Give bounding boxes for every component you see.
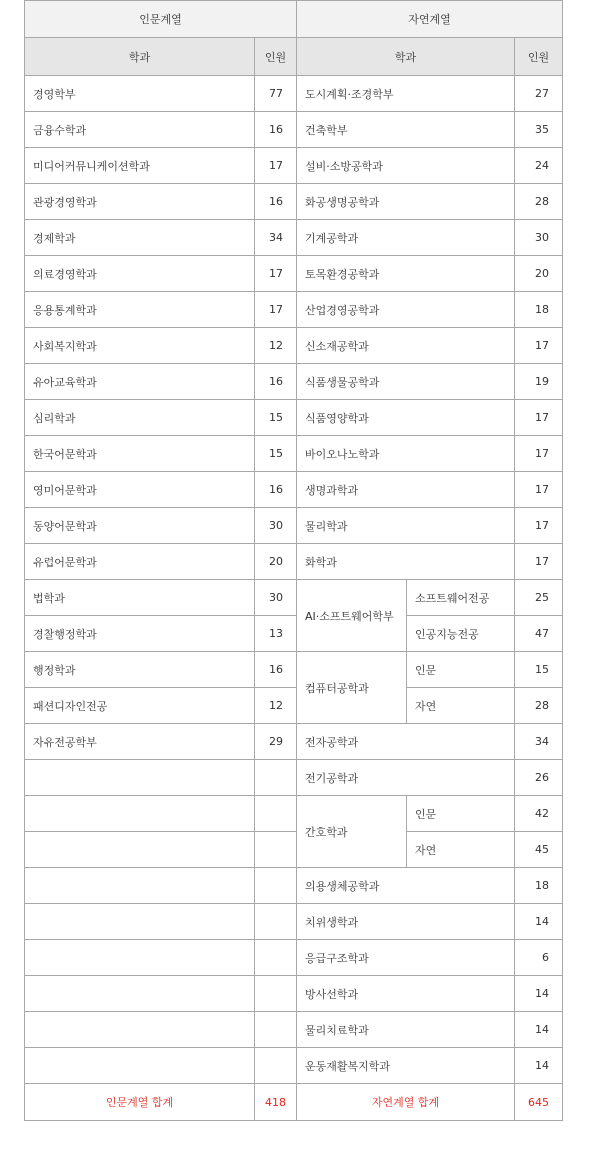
table-row: [25, 1012, 563, 1048]
science-dept: 방사선학과: [297, 976, 515, 1012]
table-row: [25, 436, 563, 472]
science-count: 25: [515, 580, 563, 616]
science-dept: 생명과학과: [297, 472, 515, 508]
humanities-count: 30: [255, 508, 297, 544]
humanities-count: 12: [255, 688, 297, 724]
humanities-count: 30: [255, 580, 297, 616]
science-dept: 도시계획·조경학부: [297, 76, 515, 112]
humanities-dept: 응용통계학과: [25, 292, 255, 328]
science-count: 17: [515, 400, 563, 436]
science-dept: 전기공학과: [297, 760, 515, 796]
humanities-dept: 사회복지학과: [25, 328, 255, 364]
humanities-dept: 유럽어문학과: [25, 544, 255, 580]
science-dept: 치위생학과: [297, 904, 515, 940]
humanities-dept: 동양어문학과: [25, 508, 255, 544]
science-count: 20: [515, 256, 563, 292]
science-subdept: 인공지능전공: [407, 616, 515, 652]
humanities-dept: 패션디자인전공: [25, 688, 255, 724]
humanities-count: 13: [255, 616, 297, 652]
table-row: [25, 688, 563, 724]
science-count: 28: [515, 184, 563, 220]
humanities-count: 16: [255, 184, 297, 220]
science-count: 42: [515, 796, 563, 832]
table-row: [25, 292, 563, 328]
science-subdept: 인문: [407, 652, 515, 688]
science-dept-group: 간호학과: [297, 796, 407, 868]
humanities-empty-cell: [255, 1048, 297, 1084]
humanities-empty-cell: [25, 976, 255, 1012]
science-dept: 건축학부: [297, 112, 515, 148]
humanities-empty-cell: [255, 832, 297, 868]
humanities-count: 12: [255, 328, 297, 364]
science-dept: 의용생체공학과: [297, 868, 515, 904]
science-dept: 전자공학과: [297, 724, 515, 760]
humanities-total-value: 418: [255, 1084, 297, 1121]
science-count: 15: [515, 652, 563, 688]
humanities-count: 17: [255, 256, 297, 292]
science-count: 19: [515, 364, 563, 400]
science-dept: 화학과: [297, 544, 515, 580]
humanities-dept: 심리학과: [25, 400, 255, 436]
science-dept: 식품생물공학과: [297, 364, 515, 400]
humanities-dept: 행정학과: [25, 652, 255, 688]
science-count: 30: [515, 220, 563, 256]
science-count: 34: [515, 724, 563, 760]
table-row: [25, 112, 563, 148]
science-dept: 토목환경공학과: [297, 256, 515, 292]
science-dept: 물리치료학과: [297, 1012, 515, 1048]
science-count: 27: [515, 76, 563, 112]
science-count: 17: [515, 436, 563, 472]
table-row: [25, 544, 563, 580]
table-row: [25, 148, 563, 184]
humanities-count: 20: [255, 544, 297, 580]
science-count-header: 인원: [515, 38, 563, 76]
humanities-count: 17: [255, 148, 297, 184]
science-count: 26: [515, 760, 563, 796]
science-subdept: 소프트웨어전공: [407, 580, 515, 616]
humanities-count: 15: [255, 436, 297, 472]
science-count: 6: [515, 940, 563, 976]
science-count: 35: [515, 112, 563, 148]
humanities-count: 15: [255, 400, 297, 436]
science-count: 45: [515, 832, 563, 868]
table-row: [25, 796, 563, 832]
table-row: [25, 760, 563, 796]
science-dept: 신소재공학과: [297, 328, 515, 364]
science-group-header: 자연계열: [297, 1, 563, 38]
table-body: [25, 76, 563, 1084]
table-row: [25, 184, 563, 220]
humanities-dept: 경제학과: [25, 220, 255, 256]
science-dept: 기계공학과: [297, 220, 515, 256]
humanities-dept: 자유전공학부: [25, 724, 255, 760]
humanities-dept: 미디어커뮤니케이션학과: [25, 148, 255, 184]
humanities-count: 16: [255, 472, 297, 508]
science-subdept: 자연: [407, 832, 515, 868]
science-dept-group: AI·소프트웨어학부: [297, 580, 407, 652]
science-total-label: 자연계열 합계: [297, 1084, 515, 1121]
humanities-empty-cell: [25, 1048, 255, 1084]
humanities-count: 16: [255, 652, 297, 688]
science-dept-group: 컴퓨터공학과: [297, 652, 407, 724]
humanities-dept: 금융수학과: [25, 112, 255, 148]
science-total-value: 645: [515, 1084, 563, 1121]
science-dept: 화공생명공학과: [297, 184, 515, 220]
humanities-count-header: 인원: [255, 38, 297, 76]
humanities-count: 16: [255, 364, 297, 400]
science-count: 18: [515, 868, 563, 904]
totals-row: [25, 1084, 563, 1121]
humanities-count: 34: [255, 220, 297, 256]
humanities-empty-cell: [25, 940, 255, 976]
science-dept: 운동재활복지학과: [297, 1048, 515, 1084]
table-row: [25, 832, 563, 868]
table-row: [25, 904, 563, 940]
science-dept: 설비·소방공학과: [297, 148, 515, 184]
humanities-empty-cell: [25, 760, 255, 796]
humanities-total-label: 인문계열 합계: [25, 1084, 255, 1121]
table-row: [25, 256, 563, 292]
humanities-dept: 의료경영학과: [25, 256, 255, 292]
table-row: [25, 328, 563, 364]
table-row: [25, 1048, 563, 1084]
humanities-empty-cell: [255, 940, 297, 976]
humanities-empty-cell: [25, 868, 255, 904]
admission-quota-table: [24, 0, 563, 1121]
science-subdept: 자연: [407, 688, 515, 724]
humanities-count: 17: [255, 292, 297, 328]
science-dept: 물리학과: [297, 508, 515, 544]
humanities-dept: 영미어문학과: [25, 472, 255, 508]
humanities-empty-cell: [255, 760, 297, 796]
table-row: [25, 976, 563, 1012]
humanities-count: 16: [255, 112, 297, 148]
table-row: [25, 580, 563, 616]
science-count: 14: [515, 976, 563, 1012]
table-row: [25, 364, 563, 400]
humanities-count: 77: [255, 76, 297, 112]
humanities-dept: 유아교육학과: [25, 364, 255, 400]
science-dept: 산업경영공학과: [297, 292, 515, 328]
science-count: 18: [515, 292, 563, 328]
humanities-dept: 경찰행정학과: [25, 616, 255, 652]
table-row: [25, 472, 563, 508]
science-count: 17: [515, 544, 563, 580]
humanities-empty-cell: [255, 1012, 297, 1048]
table-row: [25, 940, 563, 976]
science-count: 28: [515, 688, 563, 724]
science-count: 14: [515, 1048, 563, 1084]
table-row: [25, 652, 563, 688]
science-dept: 응급구조학과: [297, 940, 515, 976]
humanities-empty-cell: [25, 904, 255, 940]
table-row: [25, 616, 563, 652]
humanities-empty-cell: [255, 976, 297, 1012]
humanities-dept: 관광경영학과: [25, 184, 255, 220]
table-row: [25, 724, 563, 760]
humanities-empty-cell: [25, 1012, 255, 1048]
science-count: 14: [515, 1012, 563, 1048]
table-row: [25, 868, 563, 904]
science-count: 17: [515, 328, 563, 364]
table-row: [25, 220, 563, 256]
humanities-dept: 경영학부: [25, 76, 255, 112]
humanities-empty-cell: [255, 868, 297, 904]
science-count: 17: [515, 472, 563, 508]
humanities-dept: 한국어문학과: [25, 436, 255, 472]
humanities-count: 29: [255, 724, 297, 760]
humanities-dept: 법학과: [25, 580, 255, 616]
table-row: [25, 400, 563, 436]
science-dept-header: 학과: [297, 38, 515, 76]
science-count: 14: [515, 904, 563, 940]
humanities-empty-cell: [25, 832, 255, 868]
science-dept: 식품영양학과: [297, 400, 515, 436]
humanities-group-header: 인문계열: [25, 1, 297, 38]
science-count: 24: [515, 148, 563, 184]
humanities-empty-cell: [25, 796, 255, 832]
table-row: [25, 508, 563, 544]
science-dept: 바이오나노학과: [297, 436, 515, 472]
science-count: 47: [515, 616, 563, 652]
science-count: 17: [515, 508, 563, 544]
table-row: [25, 76, 563, 112]
humanities-empty-cell: [255, 904, 297, 940]
humanities-empty-cell: [255, 796, 297, 832]
science-subdept: 인문: [407, 796, 515, 832]
humanities-dept-header: 학과: [25, 38, 255, 76]
